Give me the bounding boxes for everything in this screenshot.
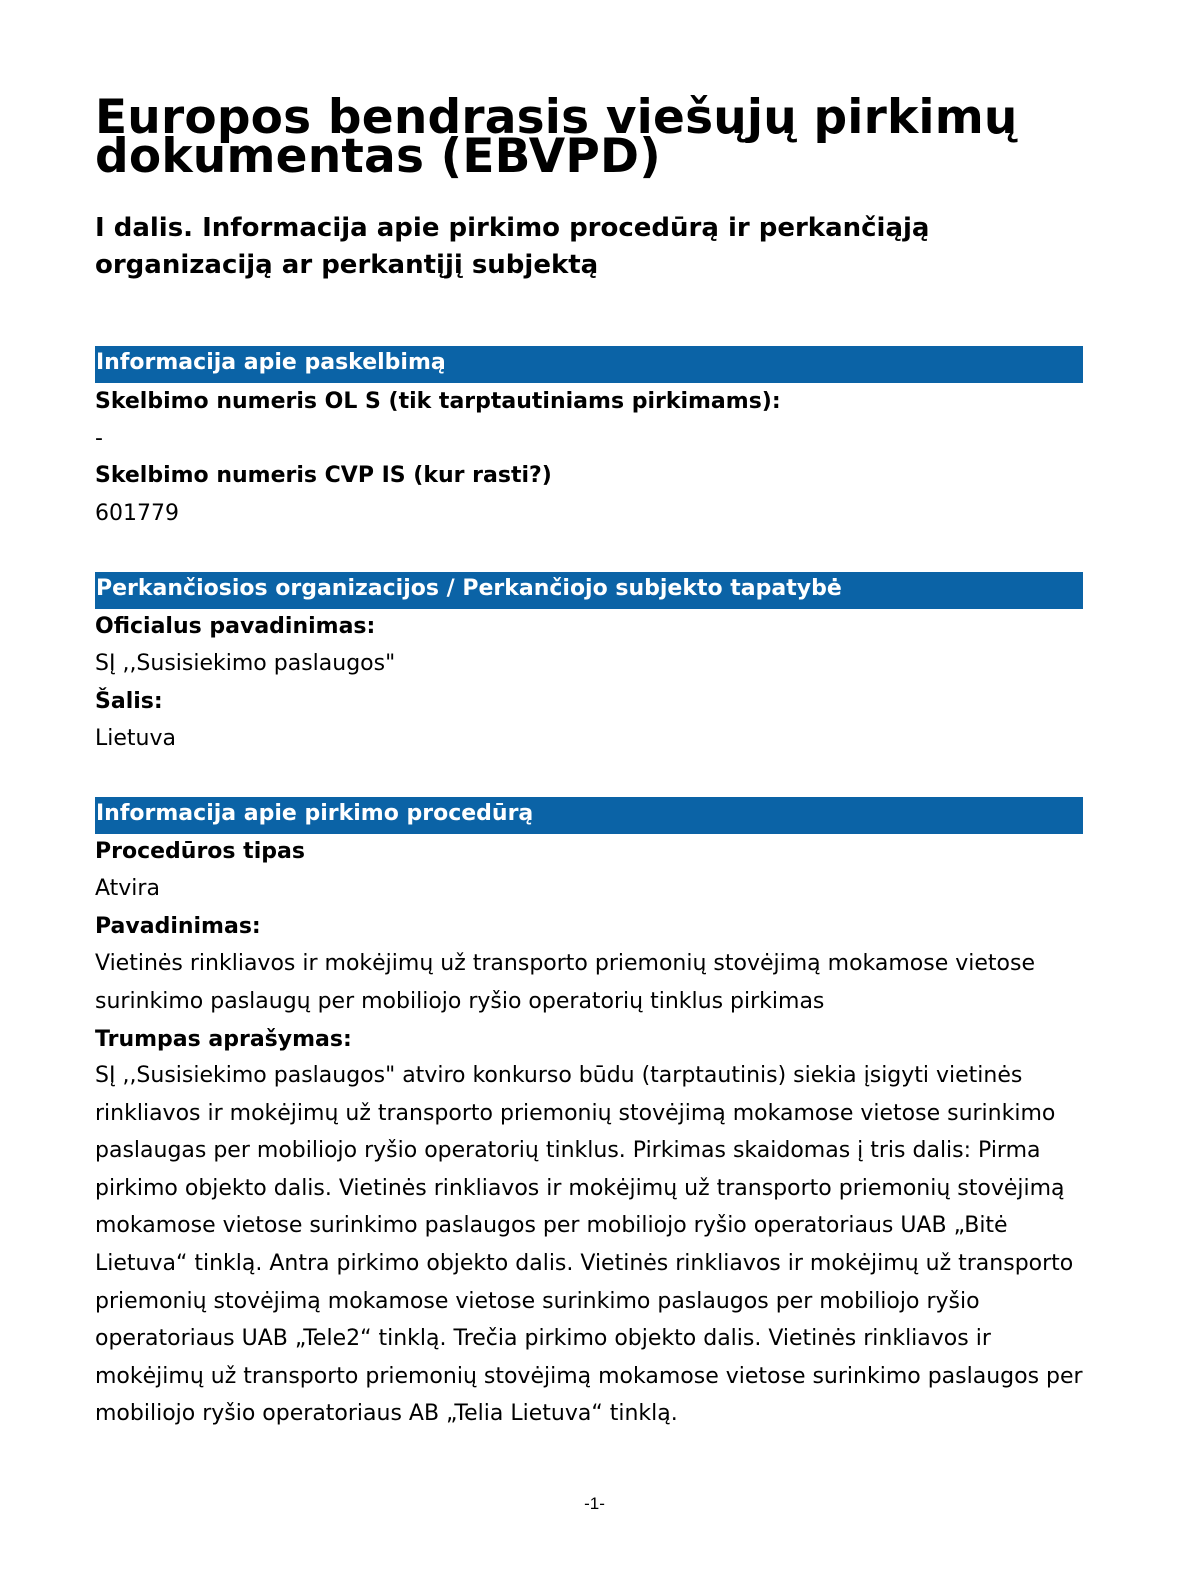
country-label: Šalis: <box>95 689 163 714</box>
official-name-label: Oficialus pavadinimas: <box>95 614 376 639</box>
procurement-title-value: Vietinės rinkliavos ir mokėjimų už transporto priemonių stovėjimą mokamose vietose surinkimo paslaugų per mobiliojo ryšio operatorių tinklus pirkimas <box>95 951 1035 1014</box>
part-title: I dalis. Informacija apie pirkimo procedūrą ir perkančiąją organizaciją ar perkantįjį subjektą <box>95 213 930 280</box>
section-header-authority: Perkančiosios organizacijos / Perkančiojo subjekto tapatybė <box>95 572 1083 609</box>
procurement-title-label: Pavadinimas: <box>95 914 261 939</box>
cvp-number-value: 601779 <box>95 501 179 526</box>
cvp-number-label: Skelbimo numeris CVP IS (kur rasti?) <box>95 463 552 488</box>
section-header-procedure: Informacija apie pirkimo procedūrą <box>95 797 1083 834</box>
short-description-label: Trumpas aprašymas: <box>95 1027 352 1052</box>
section-header-publication: Informacija apie paskelbimą <box>95 346 1083 383</box>
procedure-type-value: Atvira <box>95 876 160 901</box>
country-value: Lietuva <box>95 726 176 751</box>
procedure-type-label: Procedūros tipas <box>95 839 305 864</box>
ojs-number-value: - <box>95 426 103 451</box>
official-name-value: SĮ ,,Susisiekimo paslaugos" <box>95 651 396 676</box>
page-number: -1- <box>584 1494 605 1513</box>
short-description-value: SĮ ,,Susisiekimo paslaugos" atviro konkurso būdu (tarptautinis) siekia įsigyti vietinės rinkliavos ir mokėjimų už transporto priemonių stovėjimą mokamose vietose surinkimo paslaugas per mobiliojo ryšio operatorių tinklus. Pirkimas skaidomas į tris dalis: Pirma pirkimo objekto dalis. Vietinės rinkliavos ir mokėjimų už transporto priemonių stovėjimą mokamose vietose surinkimo paslaugos per mobiliojo ryšio operatoriaus UAB „Bitė Lietuva“ tinklą. Antra pirkimo objekto dalis. Vietinės rinkliavos ir mokėjimų už transporto priemonių stovėjimą mokamose vietose surinkimo paslaugos per mobiliojo ryšio operatoriaus UAB „Tele2“ tinklą. Trečia pirkimo objekto dalis. Vietinės rinkliavos ir mokėjimų už transporto priemonių stovėjimą mokamose vietose surinkimo paslaugos per mobiliojo ryšio operatoriaus AB „Telia Lietuva“ tinklą. <box>95 1063 1083 1427</box>
ojs-number-label: Skelbimo numeris OL S (tik tarptautiniams pirkimams): <box>95 389 781 414</box>
document-title: Europos bendrasis viešųjų pirkimų dokumentas (EBVPD) <box>95 90 1018 184</box>
